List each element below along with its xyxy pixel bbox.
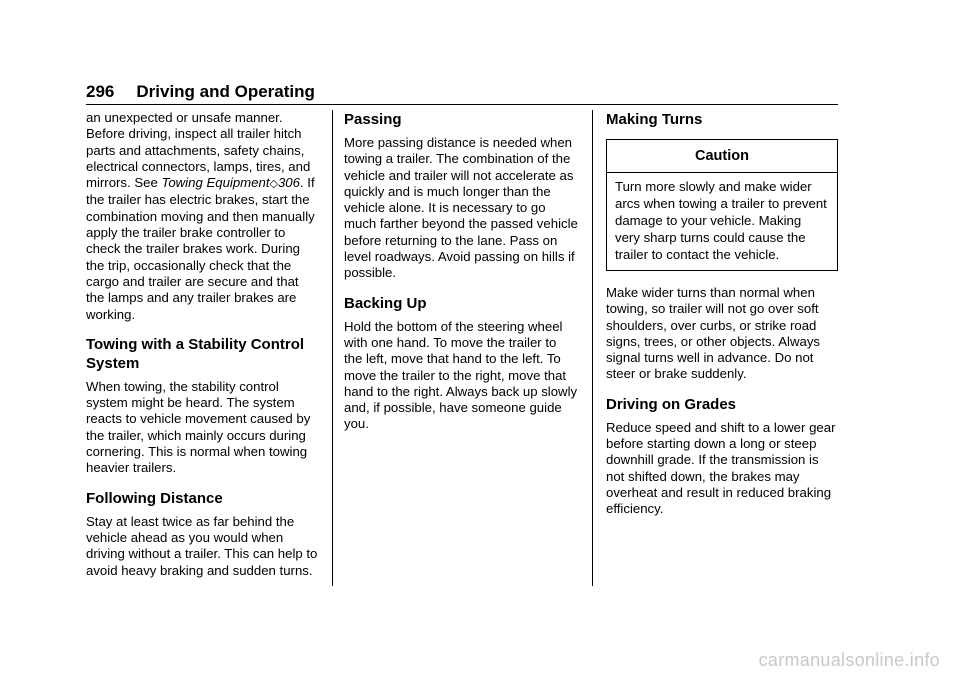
header-rule (86, 104, 838, 105)
passing-paragraph: More passing distance is needed when towing a trailer. The combination of the vehicle and trailer will not accelerate as quickly and is much longer than the vehicle alone. It is necessary to go much farther beyond the passed vehicle before returning to the lane. Pass on level roadways. Avoid passing on hills if possible. (344, 135, 578, 281)
caution-text: Turn more slowly and make wider arcs when towing a trailer to prevent damage to your vehicle. Making very sharp turns could cause the trailer to contact the vehicle. (615, 179, 827, 262)
watermark: carmanualsonline.info (758, 650, 940, 670)
caution-box (606, 139, 838, 271)
turns-heading: Making Turns (606, 111, 703, 128)
page-number: 296 (86, 82, 115, 101)
towing-equipment-link[interactable]: Towing Equipment (161, 175, 270, 191)
column-divider-1 (332, 110, 333, 586)
xref-page[interactable]: 306 (277, 175, 300, 191)
caution-title: Caution (607, 140, 837, 173)
following-heading: Following Distance (86, 489, 223, 507)
backing-paragraph: Hold the bottom of the steering wheel with one hand. To move the trailer to the left, move that hand to the left. To move the trailer to the right, move that hand to the right. Always back up slowly and, if possible, have someone guide you. (344, 318, 578, 432)
intro-text-a: an unexpected or unsafe manner. Before driving, inspect all trailer hitch parts and attachments, safety chains, electrical connectors, lamps, tires, and mirrors. See (86, 110, 311, 191)
stability-heading: Towing with a Stability Control System (86, 335, 305, 372)
column-2 (344, 110, 578, 433)
column-1 (86, 110, 320, 579)
section-title: Driving and Operating (136, 82, 315, 101)
page-header (86, 82, 838, 106)
turns-paragraph: Make wider turns than normal when towing, so trailer will not go over soft shoulders, over curbs, or strike road signs, trees, or other objects. Always signal turns well in advance. Do not steer or brake suddenly. (606, 285, 821, 382)
backing-heading: Backing Up (344, 294, 427, 312)
intro-paragraph (86, 110, 320, 323)
stability-paragraph: When towing, the stability control system might be heard. The system reacts to vehicle movement caused by the trailer, which mainly occurs during cornering. This is normal when towing heavier trailers. (86, 378, 311, 476)
passing-heading: Passing (344, 111, 402, 128)
grades-paragraph: Reduce speed and shift to a lower gear before starting down a long or steep downhill grade. If the transmission is not shifted down, the brakes may overheat and result in reduced braking efficiency. (606, 419, 836, 517)
xref-arrow-icon: ◇ (269, 178, 278, 191)
column-divider-2 (592, 110, 593, 586)
intro-text-b: . If the trailer has electric brakes, start the combination moving and then manually apply the trailer brake controller to check the trailer brakes work. During the trip, occasionally check that the cargo and trailer are secure and that the lamps and any trailer brakes are working. (86, 175, 315, 322)
following-paragraph: Stay at least twice as far behind the vehicle ahead as you would when driving without a trailer. This can help to avoid heavy braking and sudden turns. (86, 513, 318, 578)
grades-heading: Driving on Grades (606, 395, 737, 413)
column-3 (606, 110, 840, 518)
